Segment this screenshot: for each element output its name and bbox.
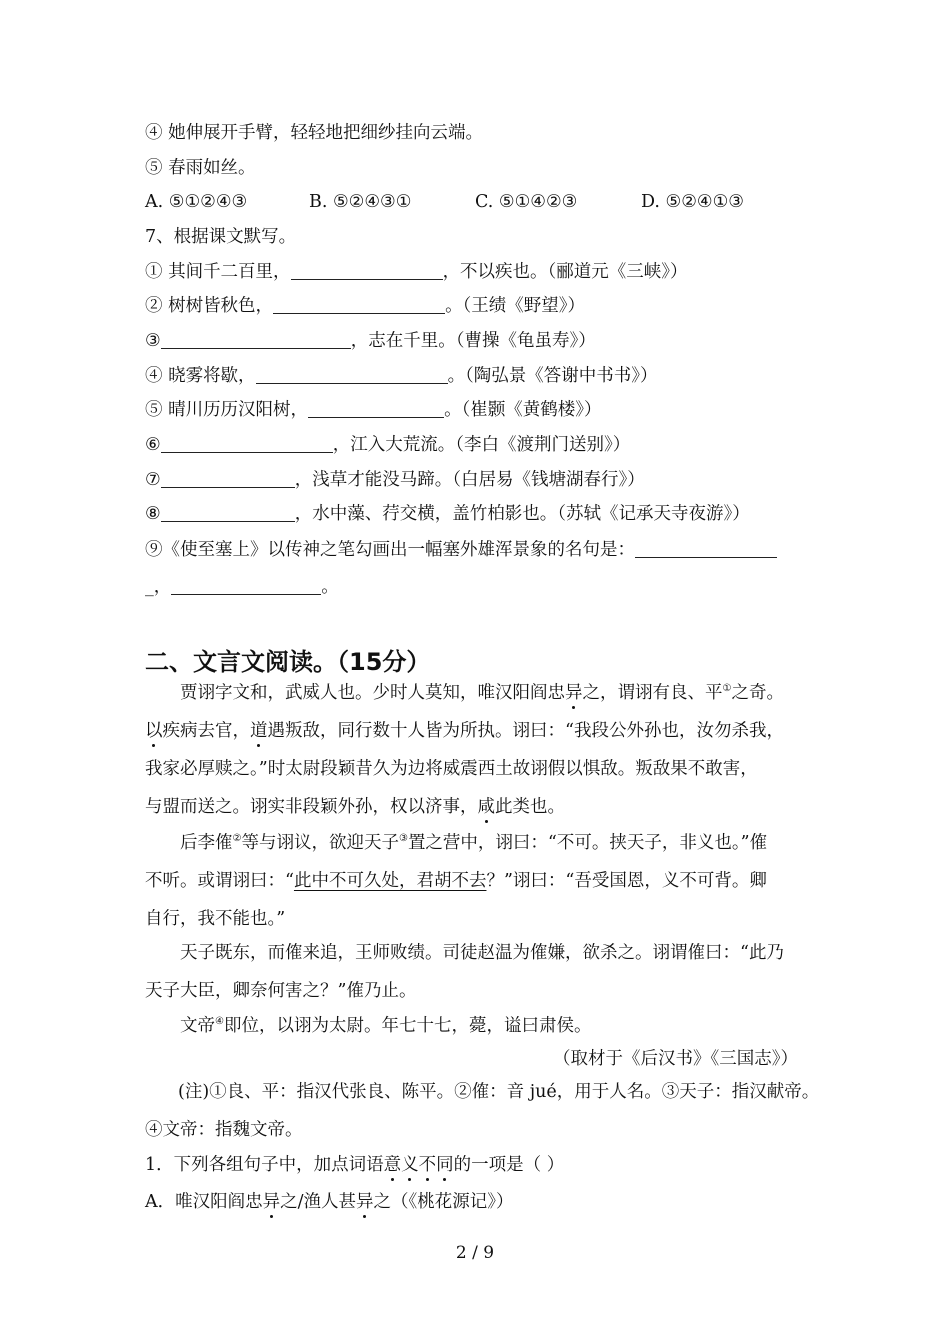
annotation-note-2: ④文帝：指魏文帝。 — [145, 1120, 303, 1140]
answer-options — [145, 190, 744, 214]
passage-paragraph-3: 天子既东，而傕来追，王师败绩。司徒赵温为傕嫌，欲杀之。诩谓傕曰：“此乃 天子大臣，卿奈何害之？”傕乃止。 — [145, 943, 784, 1001]
page-number: 2 / 9 — [455, 1243, 495, 1263]
q7-line-8: ⑧ ，水中藻、荇交横，盖竹柏影也。（苏轼《记承天寺夜游》） — [145, 504, 750, 524]
passage-paragraph-4: 文帝④即位，以诩为太尉。年七十七，薨，谥曰肃侯。 — [180, 1016, 592, 1036]
q7-line-1: ① 其间千二百里， ，不以疾也。（郦道元《三峡》） — [145, 262, 688, 282]
question-item-4: ④ 她伸展开手臂，轻轻地把细纱挂向云端。 — [145, 123, 484, 143]
fill-blank[interactable] — [171, 576, 321, 595]
fill-blank[interactable] — [273, 295, 445, 314]
fill-blank[interactable] — [291, 261, 443, 280]
q7-line-3: ③ ，志在千里。（曹操《龟虽寿》） — [145, 331, 596, 351]
passage-paragraph-1: 贾诩字文和，武威人也。少时人莫知，唯汉阳阎忠异之，谓诩有良、平①之奇。 以疾病去官，道遇叛敌，同行数十人皆为所执。诩曰：“我段公外孙也，汝勿杀我， 我家必厚赎之。”时太尉段颖昔久为边将威震西土故诩假以惧敌。叛敌果不敢害， 与盟而送之。诩实非段颖外孙，权以济事，咸此类也。 — [145, 683, 784, 817]
option-b: B. ⑤②④③① — [309, 192, 412, 212]
q7-line-5: ⑤ 晴川历历汉阳树， 。（崔颢《黄鹤楼》） — [145, 400, 602, 420]
fill-blank[interactable] — [308, 399, 444, 418]
option-a: A. ⑤①②④③ — [145, 192, 248, 212]
q7-line-4: ④ 晓雾将歇， 。（陶弘景《答谢中书书》） — [145, 366, 658, 386]
fill-blank[interactable] — [161, 503, 295, 522]
q7-line-9: ⑨《使至塞上》以传神之笔勾画出一幅塞外雄浑景象的名句是： — [145, 538, 777, 562]
option-d: D. ⑤②④①③ — [641, 192, 744, 212]
underlined-sentence: 此中不可久处，君胡不去 — [293, 871, 487, 891]
fill-blank[interactable] — [256, 365, 448, 384]
fill-blank[interactable] — [161, 434, 333, 453]
passage-source: （取材于《后汉书》《三国志》） — [553, 1049, 798, 1069]
fill-blank[interactable] — [161, 330, 351, 349]
question-1: 1．下列各组句子中，加点词语意义不同的一项是（ ） — [145, 1155, 565, 1175]
question-item-5: ⑤ 春雨如丝。 — [145, 158, 256, 178]
annotation-note-1: (注)①良、平：指汉代张良、陈平。②傕：音 jué，用于人名。③天子：指汉献帝。 — [178, 1082, 820, 1102]
passage-paragraph-2: 后李傕②等与诩议，欲迎天子③置之营中，诩曰：“不可。挟天子，非义也。”傕 不听。或谓诩曰：“此中不可久处，君胡不去？”诩曰：“吾受国恩，义不可背。卿 自行，我不能也。” — [145, 833, 768, 929]
q7-line-2: ② 树树皆秋色， 。（王绩《野望》） — [145, 296, 586, 316]
section-heading: 二、文言文阅读。（15分） — [145, 648, 431, 676]
option-c: C. ⑤①④②③ — [475, 192, 578, 212]
fill-blank[interactable] — [161, 469, 295, 488]
q7-line-6: ⑥ ，江入大荒流。（李白《渡荆门送别》） — [145, 435, 631, 455]
fill-blank[interactable] — [635, 539, 777, 558]
question-1-option-a: A．唯汉阳阎忠异之/渔人甚异之（《桃花源记》） — [145, 1192, 514, 1212]
q7-line-7: ⑦ ，浅草才能没马蹄。（白居易《钱塘湖春行》） — [145, 470, 645, 490]
q7-title: 7、根据课文默写。 — [145, 227, 297, 247]
q7-line-9-cont: _， 。 — [145, 577, 339, 597]
